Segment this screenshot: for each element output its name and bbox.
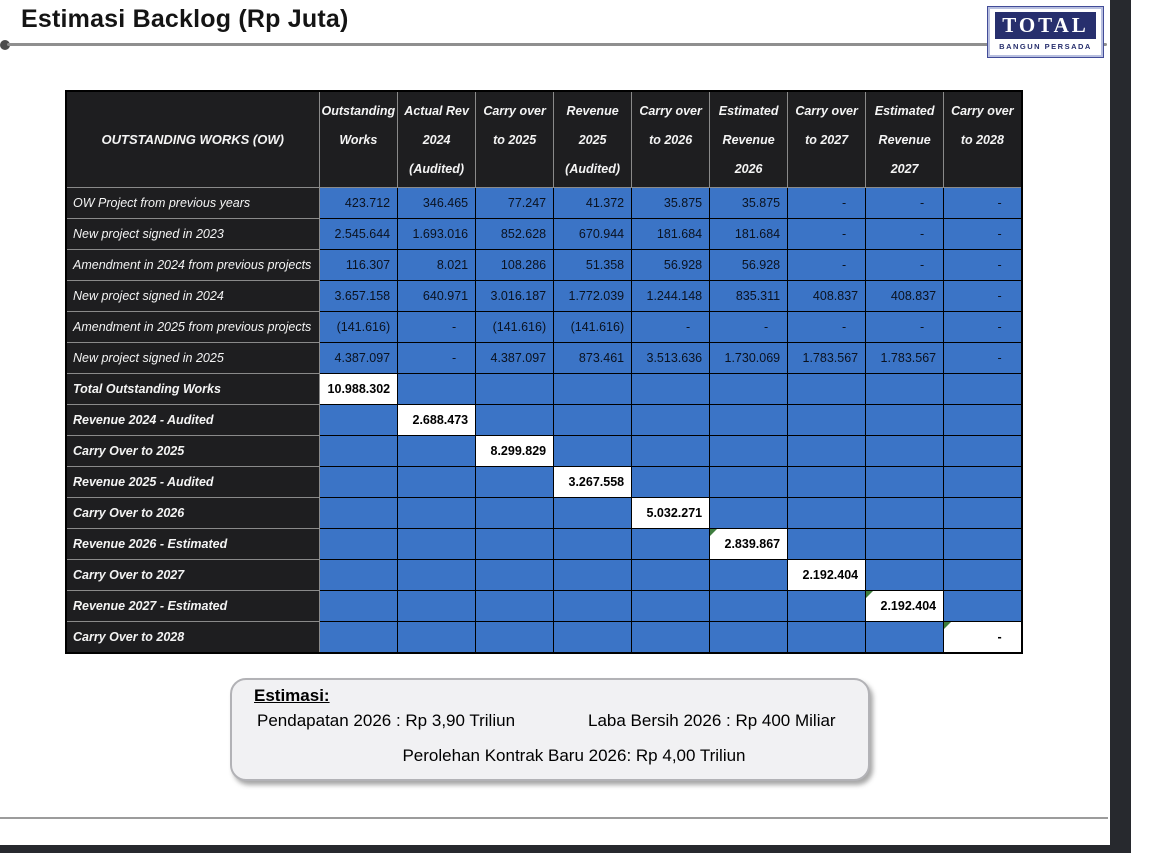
table-row xyxy=(66,498,1022,529)
column-header-cell: Carry over to 2028 xyxy=(944,91,1022,188)
table-row xyxy=(66,591,1022,622)
empty-cell xyxy=(788,498,866,529)
empty-cell xyxy=(632,622,710,653)
summary-value-cell: 2.192.404 xyxy=(866,591,944,622)
summary-value-cell: - xyxy=(944,622,1022,653)
value-cell: 4.387.097 xyxy=(476,343,554,374)
value-cell: - xyxy=(788,188,866,219)
empty-cell xyxy=(398,591,476,622)
column-header-cell: Carry over to 2025 xyxy=(476,91,554,188)
summary-value-cell: 2.839.867 xyxy=(710,529,788,560)
estimasi-perolehan-kontrak: Perolehan Kontrak Baru 2026: Rp 4,00 Triliun xyxy=(402,746,746,765)
table-row xyxy=(66,343,1022,374)
empty-cell xyxy=(554,436,632,467)
empty-cell xyxy=(398,622,476,653)
empty-cell xyxy=(710,591,788,622)
value-cell: 423.712 xyxy=(319,188,398,219)
excel-comment-corner xyxy=(944,622,951,629)
empty-cell xyxy=(788,467,866,498)
value-cell: 108.286 xyxy=(476,250,554,281)
summary-value-cell: 2.192.404 xyxy=(788,560,866,591)
summary-value-cell: 8.299.829 xyxy=(476,436,554,467)
value-cell: 3.513.636 xyxy=(632,343,710,374)
estimasi-laba-bersih: Laba Bersih 2026 : Rp 400 Miliar xyxy=(588,711,836,730)
value-cell: - xyxy=(788,250,866,281)
empty-cell xyxy=(554,498,632,529)
value-cell: - xyxy=(398,343,476,374)
row-label-cell: Carry Over to 2027 xyxy=(66,560,319,591)
empty-cell xyxy=(632,405,710,436)
value-cell: 1.772.039 xyxy=(554,281,632,312)
value-cell: (141.616) xyxy=(554,312,632,343)
empty-cell xyxy=(866,529,944,560)
table-row xyxy=(66,312,1022,343)
value-cell: - xyxy=(788,219,866,250)
value-cell: - xyxy=(866,250,944,281)
empty-cell xyxy=(632,467,710,498)
value-cell: 3.016.187 xyxy=(476,281,554,312)
estimasi-heading: Estimasi: xyxy=(254,686,330,705)
value-cell: 56.928 xyxy=(632,250,710,281)
value-cell: 77.247 xyxy=(476,188,554,219)
empty-cell xyxy=(710,405,788,436)
table-row xyxy=(66,405,1022,436)
value-cell: 670.944 xyxy=(554,219,632,250)
empty-cell xyxy=(632,529,710,560)
logo-subtitle: BANGUN PERSADA xyxy=(999,42,1092,51)
row-label-cell: New project signed in 2025 xyxy=(66,343,319,374)
empty-cell xyxy=(319,622,398,653)
value-cell: - xyxy=(944,188,1022,219)
column-header-cell: Carry over to 2026 xyxy=(632,91,710,188)
value-cell: - xyxy=(866,219,944,250)
value-cell: 852.628 xyxy=(476,219,554,250)
empty-cell xyxy=(319,436,398,467)
row-label-cell: Amendment in 2025 from previous projects xyxy=(66,312,319,343)
empty-cell xyxy=(710,560,788,591)
value-cell: (141.616) xyxy=(476,312,554,343)
empty-cell xyxy=(944,405,1022,436)
empty-cell xyxy=(476,622,554,653)
summary-value-cell: 2.688.473 xyxy=(398,405,476,436)
empty-cell xyxy=(866,467,944,498)
table-row xyxy=(66,560,1022,591)
empty-cell xyxy=(788,374,866,405)
estimasi-pendapatan: Pendapatan 2026 : Rp 3,90 Triliun xyxy=(257,711,516,730)
empty-cell xyxy=(398,467,476,498)
empty-cell xyxy=(319,405,398,436)
value-cell: 3.657.158 xyxy=(319,281,398,312)
excel-comment-corner xyxy=(710,529,717,536)
row-label-cell: Amendment in 2024 from previous projects xyxy=(66,250,319,281)
value-cell: 1.783.567 xyxy=(788,343,866,374)
empty-cell xyxy=(398,560,476,591)
empty-cell xyxy=(554,622,632,653)
table-row xyxy=(66,529,1022,560)
value-cell: 56.928 xyxy=(710,250,788,281)
value-cell: 116.307 xyxy=(319,250,398,281)
value-cell: 408.837 xyxy=(788,281,866,312)
empty-cell xyxy=(866,622,944,653)
column-header-cell: Estimated Revenue 2027 xyxy=(866,91,944,188)
title-rule xyxy=(7,43,1107,46)
excel-comment-corner xyxy=(866,591,873,598)
empty-cell xyxy=(398,529,476,560)
column-header-cell: Estimated Revenue 2026 xyxy=(710,91,788,188)
corner-header-cell: OUTSTANDING WORKS (OW) xyxy=(66,91,319,188)
empty-cell xyxy=(476,591,554,622)
footer-rule xyxy=(0,817,1108,819)
empty-cell xyxy=(788,591,866,622)
value-cell: - xyxy=(866,188,944,219)
table-header-row xyxy=(66,91,1022,188)
summary-value-cell: 5.032.271 xyxy=(632,498,710,529)
table-row xyxy=(66,622,1022,653)
row-label-cell: Carry Over to 2026 xyxy=(66,498,319,529)
value-cell: 1.783.567 xyxy=(866,343,944,374)
value-cell: 51.358 xyxy=(554,250,632,281)
backlog-table xyxy=(65,90,1023,654)
empty-cell xyxy=(944,591,1022,622)
empty-cell xyxy=(632,560,710,591)
column-header-cell: Carry over to 2027 xyxy=(788,91,866,188)
empty-cell xyxy=(476,529,554,560)
table-row xyxy=(66,467,1022,498)
empty-cell xyxy=(944,529,1022,560)
value-cell: - xyxy=(866,312,944,343)
value-cell: 640.971 xyxy=(398,281,476,312)
column-header-cell: Actual Rev 2024 (Audited) xyxy=(398,91,476,188)
window-edge-bottom-bar xyxy=(0,845,1131,853)
empty-cell xyxy=(319,467,398,498)
empty-cell xyxy=(554,405,632,436)
value-cell: 181.684 xyxy=(710,219,788,250)
value-cell: - xyxy=(710,312,788,343)
empty-cell xyxy=(710,498,788,529)
value-cell: 41.372 xyxy=(554,188,632,219)
empty-cell xyxy=(944,467,1022,498)
value-cell: - xyxy=(944,343,1022,374)
empty-cell xyxy=(476,374,554,405)
empty-cell xyxy=(866,374,944,405)
empty-cell xyxy=(554,374,632,405)
empty-cell xyxy=(710,467,788,498)
empty-cell xyxy=(319,560,398,591)
row-label-cell: OW Project from previous years xyxy=(66,188,319,219)
logo-wordmark: TOTAL xyxy=(995,12,1096,39)
company-logo xyxy=(988,7,1103,57)
empty-cell xyxy=(866,405,944,436)
row-label-cell: Revenue 2027 - Estimated xyxy=(66,591,319,622)
value-cell: 35.875 xyxy=(632,188,710,219)
empty-cell xyxy=(866,498,944,529)
column-header-cell: Outstanding Works xyxy=(319,91,398,188)
empty-cell xyxy=(710,622,788,653)
estimasi-callout xyxy=(230,678,870,781)
row-label-cell: Revenue 2024 - Audited xyxy=(66,405,319,436)
value-cell: - xyxy=(944,281,1022,312)
empty-cell xyxy=(944,436,1022,467)
empty-cell xyxy=(476,467,554,498)
empty-cell xyxy=(632,374,710,405)
value-cell: 1.244.148 xyxy=(632,281,710,312)
value-cell: - xyxy=(788,312,866,343)
value-cell: - xyxy=(632,312,710,343)
value-cell: 4.387.097 xyxy=(319,343,398,374)
value-cell: 181.684 xyxy=(632,219,710,250)
empty-cell xyxy=(944,560,1022,591)
row-label-cell: Carry Over to 2025 xyxy=(66,436,319,467)
summary-value-cell: 3.267.558 xyxy=(554,467,632,498)
empty-cell xyxy=(554,529,632,560)
empty-cell xyxy=(476,405,554,436)
empty-cell xyxy=(632,436,710,467)
empty-cell xyxy=(554,560,632,591)
empty-cell xyxy=(319,498,398,529)
row-label-cell: Revenue 2025 - Audited xyxy=(66,467,319,498)
row-label-cell: Total Outstanding Works xyxy=(66,374,319,405)
empty-cell xyxy=(710,374,788,405)
empty-cell xyxy=(398,498,476,529)
empty-cell xyxy=(944,498,1022,529)
value-cell: 35.875 xyxy=(710,188,788,219)
empty-cell xyxy=(476,560,554,591)
value-cell: 8.021 xyxy=(398,250,476,281)
page-title: Estimasi Backlog (Rp Juta) xyxy=(21,5,349,33)
empty-cell xyxy=(788,529,866,560)
value-cell: 873.461 xyxy=(554,343,632,374)
empty-cell xyxy=(710,436,788,467)
summary-value-cell: 10.988.302 xyxy=(319,374,398,405)
row-label-cell: Carry Over to 2028 xyxy=(66,622,319,653)
value-cell: 1.730.069 xyxy=(710,343,788,374)
empty-cell xyxy=(476,498,554,529)
empty-cell xyxy=(398,374,476,405)
table-row xyxy=(66,436,1022,467)
empty-cell xyxy=(944,374,1022,405)
table-row xyxy=(66,250,1022,281)
value-cell: (141.616) xyxy=(319,312,398,343)
value-cell: 1.693.016 xyxy=(398,219,476,250)
value-cell: 2.545.644 xyxy=(319,219,398,250)
value-cell: - xyxy=(944,312,1022,343)
value-cell: - xyxy=(944,219,1022,250)
value-cell: - xyxy=(944,250,1022,281)
empty-cell xyxy=(554,591,632,622)
row-label-cell: New project signed in 2023 xyxy=(66,219,319,250)
empty-cell xyxy=(866,436,944,467)
column-header-cell: Revenue 2025 (Audited) xyxy=(554,91,632,188)
row-label-cell: New project signed in 2024 xyxy=(66,281,319,312)
empty-cell xyxy=(319,591,398,622)
value-cell: - xyxy=(398,312,476,343)
empty-cell xyxy=(866,560,944,591)
row-label-cell: Revenue 2026 - Estimated xyxy=(66,529,319,560)
table-row xyxy=(66,219,1022,250)
value-cell: 835.311 xyxy=(710,281,788,312)
table-row xyxy=(66,374,1022,405)
value-cell: 408.837 xyxy=(866,281,944,312)
table-row xyxy=(66,188,1022,219)
empty-cell xyxy=(788,622,866,653)
table-row xyxy=(66,281,1022,312)
window-edge-right-strip xyxy=(1110,0,1131,853)
empty-cell xyxy=(632,591,710,622)
empty-cell xyxy=(319,529,398,560)
value-cell: 346.465 xyxy=(398,188,476,219)
empty-cell xyxy=(398,436,476,467)
empty-cell xyxy=(788,436,866,467)
empty-cell xyxy=(788,405,866,436)
